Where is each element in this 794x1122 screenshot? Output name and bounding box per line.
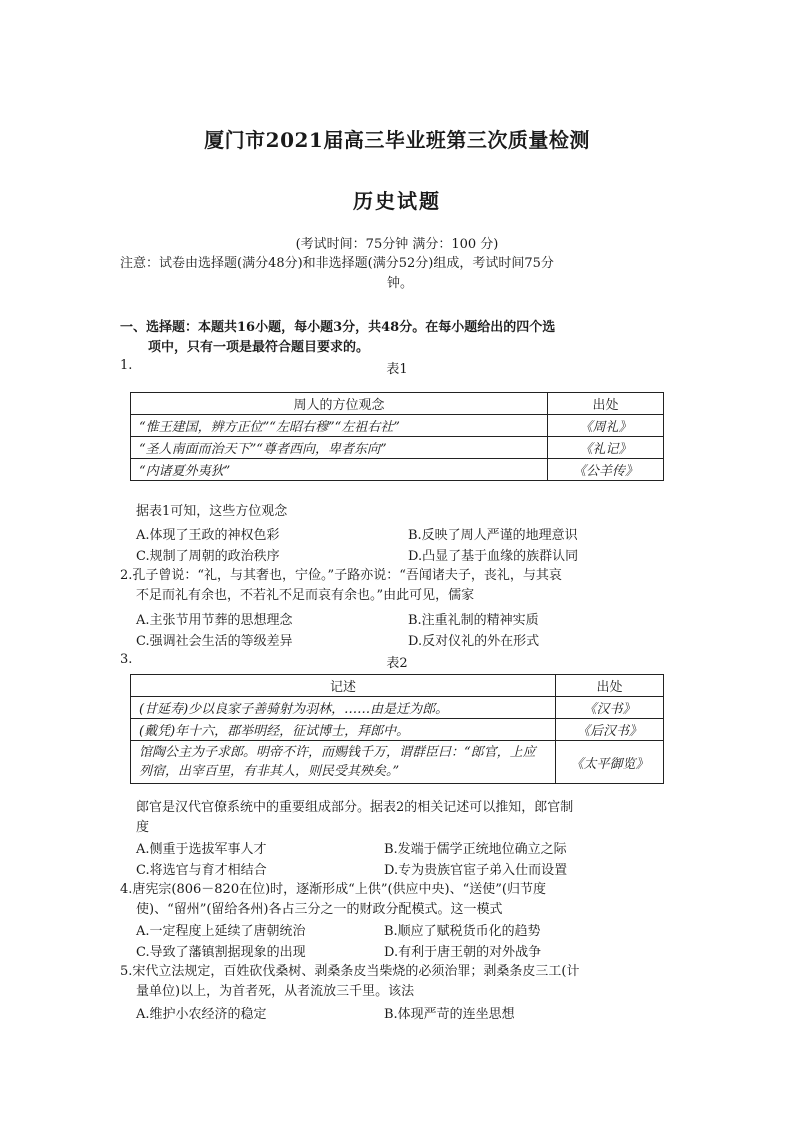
table-cell: 《周礼》 [548, 415, 664, 437]
table-header-cell: 周人的方位观念 [131, 393, 548, 415]
section-line-2: 项中，只有一项是最符合题目要求的。 [148, 340, 370, 355]
table-cell: “圣人南面而治天下”“尊者西向，卑者东向” [131, 437, 548, 459]
q5-option-a: A.维护小农经济的稳定 [136, 1007, 267, 1022]
notice-line-1: 注意：试卷由选择题(满分48分)和非选择题(满分52分)组成，考试时间75分 [120, 256, 554, 271]
q1-table-caption: 表1 [386, 362, 408, 377]
table-cell: 《太平御览》 [556, 741, 664, 784]
table-cell: 馆陶公主为子求郎。明帝不许，而赐钱千万，谓群臣曰：“郎官，上应列宿，出宰百里，有非其人，则民受其殃矣。” [131, 741, 556, 784]
table-cell: 《后汉书》 [556, 719, 664, 741]
table-cell: “惟王建国，辨方正位”“左昭右穆”“左祖右社” [131, 415, 548, 437]
table-row [131, 437, 664, 459]
table-cell: 《礼记》 [548, 437, 664, 459]
table-row [131, 719, 664, 741]
q4-option-a: A.一定程度上延续了唐朝统治 [136, 924, 306, 939]
q1-option-a: A.体现了王政的神权色彩 [136, 528, 280, 543]
q2-option-b: B.注重礼制的精神实质 [408, 613, 539, 628]
q3-number: 3. [120, 652, 133, 667]
q1-number: 1. [120, 358, 133, 373]
q2-stem [120, 566, 675, 606]
table-row [131, 415, 664, 437]
q1-option-b: B.反映了周人严谨的地理意识 [408, 528, 578, 543]
section-line-1: 一、选择题：本题共16小题，每小题3分，共48分。在每小题给出的四个选 [120, 320, 556, 335]
table-cell: “内诸夏外夷狄” [131, 459, 548, 481]
table-header-cell: 出处 [548, 393, 664, 415]
q1-table [130, 392, 664, 481]
table-header-cell: 出处 [556, 675, 664, 697]
q3-option-c: C.将选官与育才相结合 [136, 863, 267, 878]
exam-subject: 历史试题 [353, 189, 441, 213]
q3-option-a: A.侧重于选拔军事人才 [136, 842, 267, 857]
table-cell: (甘延寿)少以良家子善骑射为羽林，……由是迁为郎。 [131, 697, 556, 719]
q4-option-c: C.导致了藩镇割据现象的出现 [136, 945, 306, 960]
table-cell: 《汉书》 [556, 697, 664, 719]
table-header-row [131, 393, 664, 415]
q3-stem [136, 798, 676, 838]
table-row [131, 741, 664, 784]
table-header-row [131, 675, 664, 697]
q4-stem [120, 880, 675, 920]
q2-line-1: 2.孔子曾说：“礼，与其奢也，宁俭。”子路亦说：“吾闻诸夫子，丧礼，与其哀 [120, 568, 562, 583]
q2-option-c: C.强调社会生活的等级差异 [136, 634, 293, 649]
table-header-cell: 记述 [131, 675, 556, 697]
q4-option-b: B.顺应了赋税货币化的趋势 [384, 924, 541, 939]
q1-stem: 据表1可知，这些方位观念 [136, 504, 288, 519]
q3-stem-line-2: 度 [136, 820, 150, 835]
q2-line-2: 不足而礼有余也，不若礼不足而哀有余也。”由此可见，儒家 [136, 588, 475, 603]
table-row [131, 697, 664, 719]
q5-line-2: 量单位)以上，为首者死，从者流放三千里。该法 [136, 984, 415, 999]
q4-option-d: D.有利于唐王朝的对外战争 [384, 945, 542, 960]
q3-stem-line-1: 郎官是汉代官僚系统中的重要组成部分。据表2的相关记述可以推知，郎官制 [136, 800, 574, 815]
notice-line-2: 钟。 [386, 276, 413, 291]
q4-line-1: 4.唐宪宗(806－820在位)时，逐渐形成“上供”(供应中央)、“送使”(归节度 [120, 882, 546, 897]
q5-stem [120, 962, 675, 1002]
q1-option-d: D.凸显了基于血缘的族群认同 [408, 549, 579, 564]
q5-line-1: 5.宋代立法规定，百姓砍伐桑树、剥桑条皮当柴烧的必须治罪；剥桑条皮三工(计 [120, 964, 580, 979]
table-row [131, 459, 664, 481]
exam-info: (考试时间：75分钟 满分：100 分) [295, 237, 499, 252]
q2-option-a: A.主张节用节葬的思想理念 [136, 613, 293, 628]
q5-option-b: B.体现严苛的连坐思想 [384, 1007, 515, 1022]
q3-table-caption: 表2 [386, 656, 408, 671]
q4-line-2: 使)、“留州”(留给各州)各占三分之一的财政分配模式。这一模式 [136, 902, 503, 917]
q3-table [130, 674, 664, 784]
q3-option-b: B.发端于儒学正统地位确立之际 [384, 842, 567, 857]
exam-title: 厦门市2021届高三毕业班第三次质量检测 [204, 128, 590, 152]
exam-notice [120, 254, 680, 294]
q3-option-d: D.专为贵族官宦子弟入仕而设置 [384, 863, 568, 878]
table-cell: 《公羊传》 [548, 459, 664, 481]
section-heading [120, 318, 675, 358]
q1-option-c: C.规制了周朝的政治秩序 [136, 549, 280, 564]
table-cell: (戴凭)年十六，郡举明经，征试博士，拜郎中。 [131, 719, 556, 741]
q2-option-d: D.反对仪礼的外在形式 [408, 634, 540, 649]
